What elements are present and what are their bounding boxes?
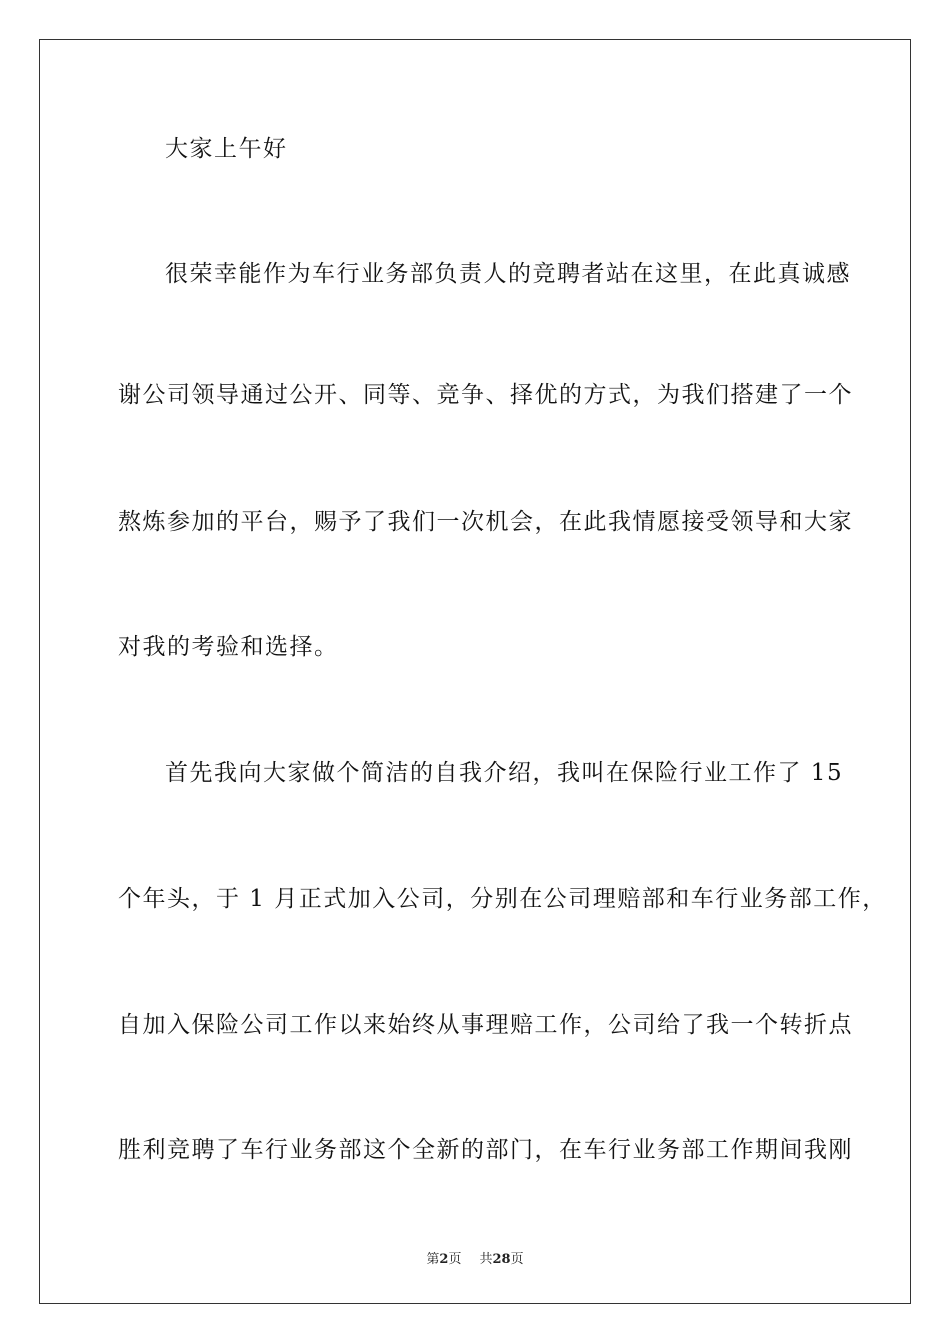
footer-page-suffix: 页	[448, 1252, 462, 1267]
paragraph-2-line-2: 个年头，于 1 月正式加入公司，分别在公司理赔部和车行业务部工作，	[118, 886, 887, 912]
paragraph-1-line-3: 熬炼参加的平台，赐予了我们一次机会，在此我情愿接受领导和大家	[118, 509, 853, 535]
paragraph-2-line-3: 自加入保险公司工作以来始终从事理赔工作，公司给了我一个转折点	[118, 1012, 853, 1038]
footer-total-suffix: 页	[510, 1252, 524, 1267]
greeting-line: 大家上午好	[165, 136, 288, 162]
page-footer	[0, 1248, 950, 1267]
footer-total-prefix: 共	[479, 1252, 493, 1267]
paragraph-1-line-2: 谢公司领导通过公开、同等、竞争、择优的方式，为我们搭建了一个	[118, 382, 853, 408]
paragraph-2-line-1: 首先我向大家做个简洁的自我介绍，我叫在保险行业工作了 15	[165, 760, 844, 786]
page-frame	[39, 39, 911, 1304]
footer-total-pages: 28	[492, 1252, 511, 1267]
paragraph-1-line-4: 对我的考验和选择。	[118, 634, 339, 660]
footer-page-prefix: 第	[426, 1252, 440, 1267]
footer-page-number: 2	[439, 1252, 449, 1267]
paragraph-2-line-4: 胜利竞聘了车行业务部这个全新的部门，在车行业务部工作期间我刚	[118, 1137, 853, 1163]
paragraph-1-line-1: 很荣幸能作为车行业务部负责人的竞聘者站在这里，在此真诚感	[165, 261, 851, 287]
